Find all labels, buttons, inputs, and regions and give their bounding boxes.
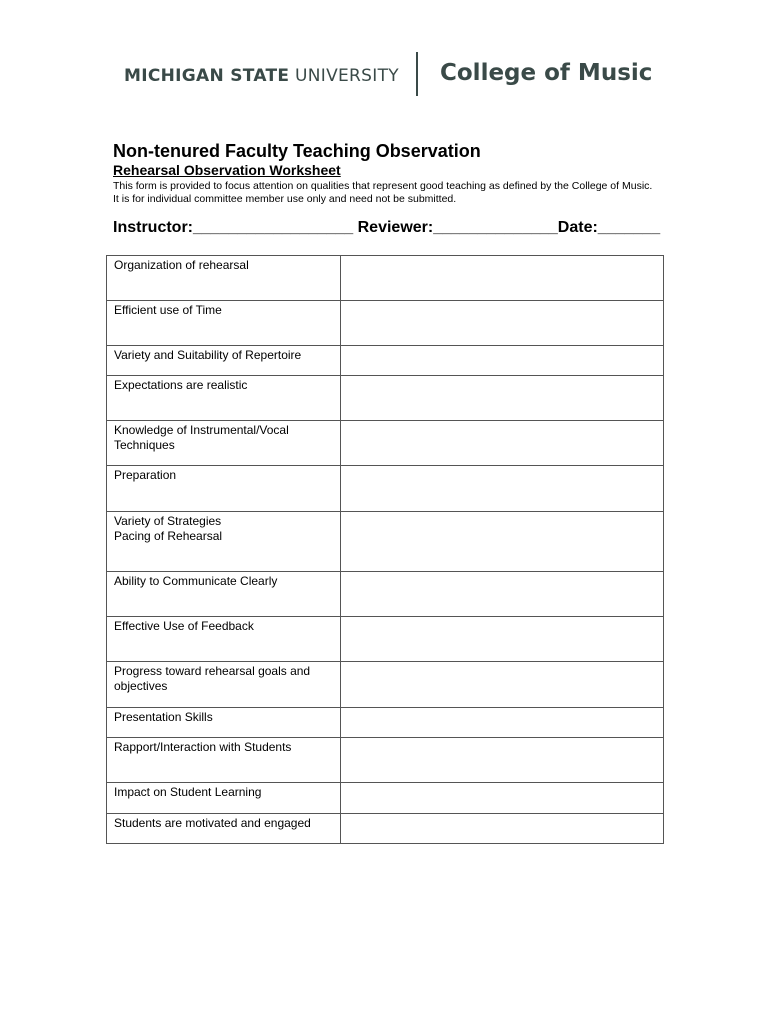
criteria-row [107,814,664,844]
logo-divider [416,52,418,96]
reviewer-field[interactable]: Reviewer:______________ [357,219,558,236]
criteria-table [106,255,664,844]
university-name-regular: UNIVERSITY [295,66,399,86]
criteria-row [107,617,664,662]
college-name: College of Music [440,60,653,86]
criterion-label: Variety of Strategies Pacing of Rehearsal [114,514,223,543]
criterion-notes-cell[interactable] [340,421,663,466]
criterion-notes-cell[interactable] [340,572,663,617]
criterion-notes-cell[interactable] [340,708,663,738]
criterion-label-cell [107,738,341,783]
criterion-notes-cell[interactable] [340,466,663,512]
criterion-label: Efficient use of Time [114,303,222,317]
criterion-label-cell [107,708,341,738]
criteria-row [107,572,664,617]
criteria-row [107,708,664,738]
criteria-row [107,738,664,783]
criterion-label-cell [107,466,341,512]
criterion-label: Expectations are realistic [114,378,248,392]
criteria-row [107,512,664,572]
criterion-label: Ability to Communicate Clearly [114,574,278,588]
university-name [124,66,399,86]
criterion-label-cell [107,617,341,662]
criterion-label-cell [107,572,341,617]
criteria-row [107,256,664,301]
date-field[interactable]: Date:_______ [557,219,661,236]
criterion-label: Impact on Student Learning [114,785,262,799]
form-subtitle: Rehearsal Observation Worksheet [113,162,341,178]
criterion-label: Knowledge of Instrumental/Vocal Techniques [114,423,289,452]
criterion-notes-cell[interactable] [340,814,663,844]
criterion-notes-cell[interactable] [340,512,663,572]
criterion-label-cell [107,783,341,814]
criterion-label: Organization of rehearsal [114,258,249,272]
criteria-row [107,783,664,814]
criteria-row [107,346,664,376]
form-title: Non-tenured Faculty Teaching Observation [113,141,481,161]
instructor-field[interactable]: Instructor:__________________ [113,219,354,236]
criterion-notes-cell[interactable] [340,256,663,301]
criterion-notes-cell[interactable] [340,662,663,708]
criterion-label-cell [107,512,341,572]
form-intro: This form is provided to focus attention on qualities that represent good teaching as defined by the College of Music. It is for individual committee member use only and need not be submitted. [113,180,653,205]
msu-logo [124,52,654,100]
criteria-row [107,662,664,708]
criterion-notes-cell[interactable] [340,738,663,783]
criterion-label: Preparation [114,468,177,482]
criterion-label-cell [107,421,341,466]
criteria-row [107,301,664,346]
criterion-label-cell [107,256,341,301]
criterion-label-cell [107,301,341,346]
criterion-label: Rapport/Interaction with Students [114,740,292,754]
criterion-label-cell [107,346,341,376]
criterion-label: Variety and Suitability of Repertoire [114,348,302,362]
criterion-notes-cell[interactable] [340,617,663,662]
criterion-notes-cell[interactable] [340,783,663,814]
criterion-notes-cell[interactable] [340,346,663,376]
criteria-row [107,421,664,466]
criterion-notes-cell[interactable] [340,301,663,346]
info-line [113,219,660,237]
criterion-label-cell [107,814,341,844]
criterion-label-cell [107,662,341,708]
criterion-label-cell [107,376,341,421]
criterion-label: Students are motivated and engaged [114,816,311,830]
criteria-row [107,466,664,512]
criteria-row [107,376,664,421]
criterion-label: Presentation Skills [114,710,213,724]
university-name-bold: MICHIGAN STATE [124,66,290,86]
criterion-label: Effective Use of Feedback [114,619,254,633]
criterion-label: Progress toward rehearsal goals and objectives [114,664,311,693]
criterion-notes-cell[interactable] [340,376,663,421]
